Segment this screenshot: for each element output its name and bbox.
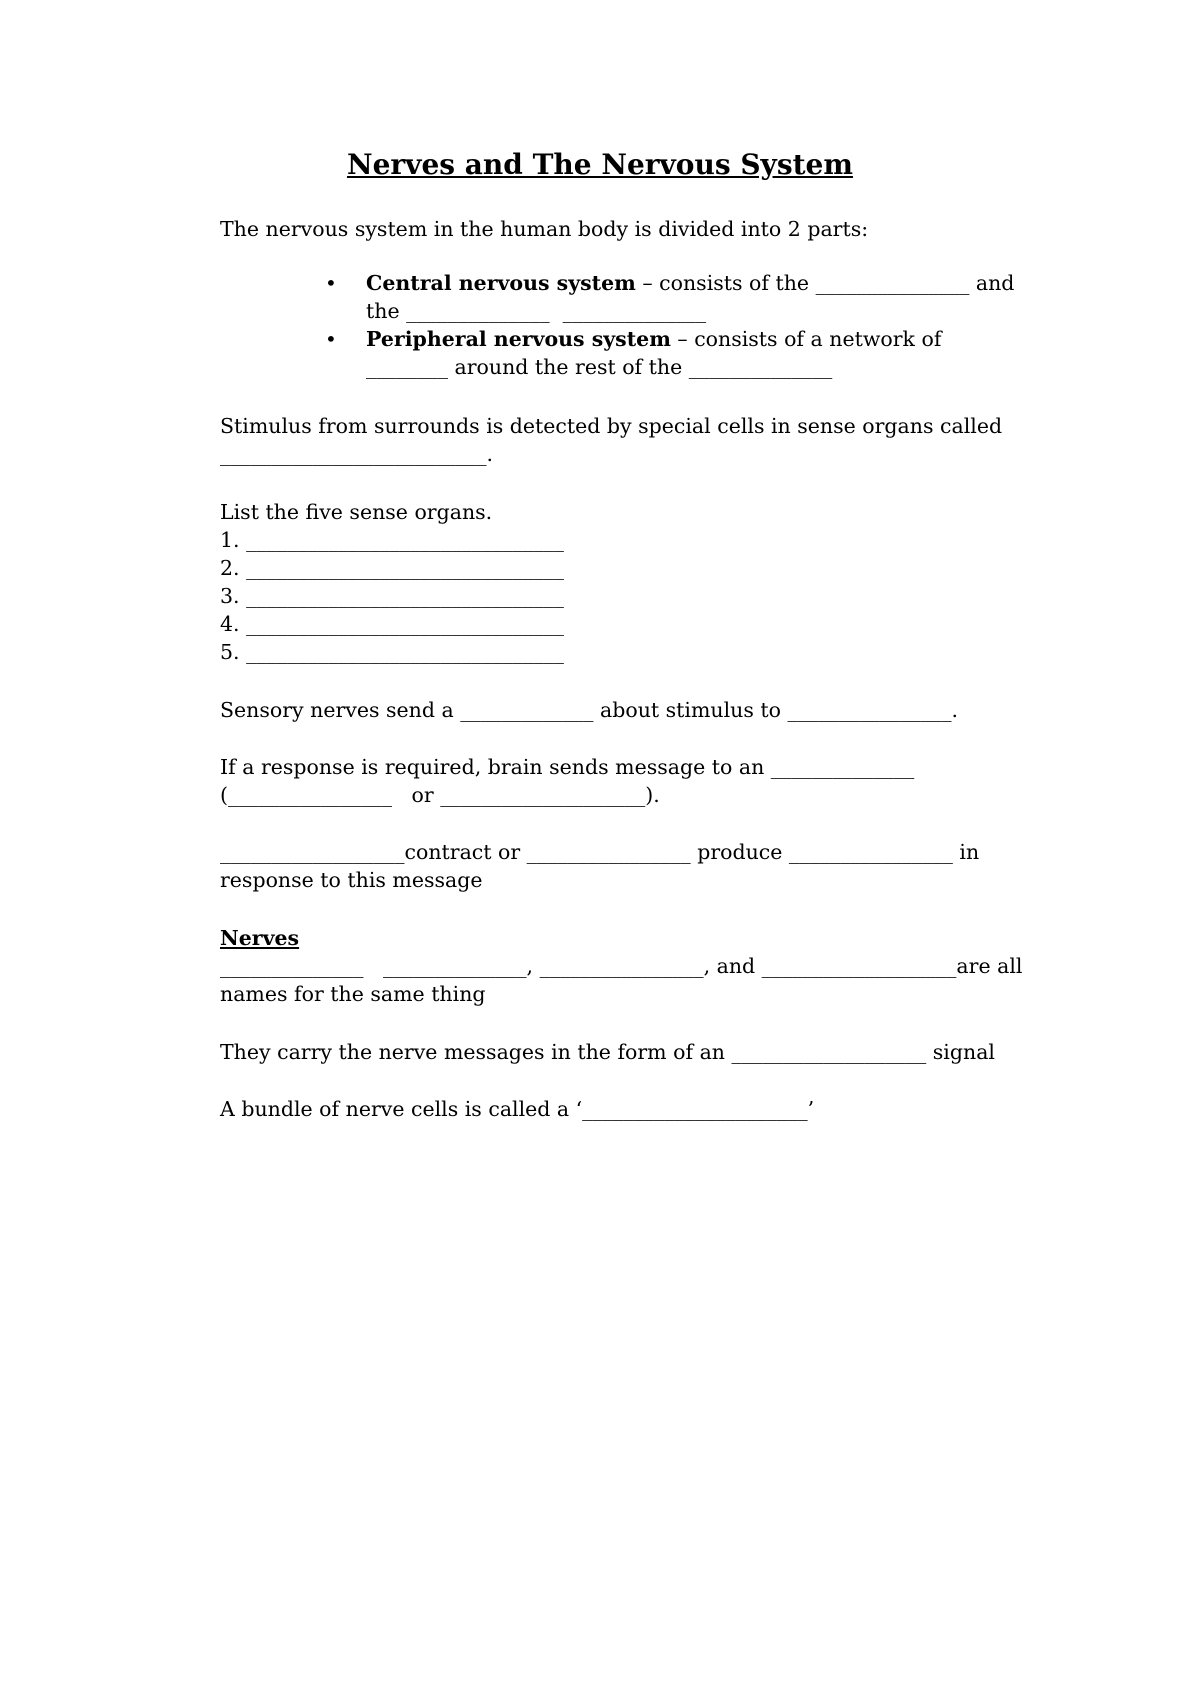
bullet-dot-icon: •	[325, 271, 337, 295]
page-title: Nerves and The Nervous System	[347, 148, 853, 181]
list-item: 5. _______________________________	[220, 640, 564, 664]
intro-text: The nervous system in the human body is divided into 2 parts:	[220, 217, 869, 241]
bullet-central-line2: the ______________ ______________	[366, 299, 707, 323]
list-item: 3. _______________________________	[220, 584, 564, 608]
stimulus-line1: Stimulus from surrounds is detected by special cells in sense organs called	[220, 414, 1003, 438]
carry-text: They carry the nerve messages in the form of an ___________________ signal	[220, 1040, 995, 1064]
bullet-central-text: – consists of the _______________ and	[635, 271, 1015, 295]
contract-line1: __________________contract or ________________ produce ________________ in	[220, 840, 980, 864]
list-item: 2. _______________________________	[220, 556, 564, 580]
response-line1: If a response is required, brain sends message to an ______________	[220, 755, 915, 779]
nerves-line2: names for the same thing	[220, 982, 486, 1006]
response-line2: (________________ or ____________________).	[220, 783, 660, 807]
bullet-peripheral-term: Peripheral nervous system	[366, 327, 671, 351]
bullet-dot-icon: •	[325, 327, 337, 351]
contract-line2: response to this message	[220, 868, 483, 892]
bullet-peripheral-line2: ________ around the rest of the ______________	[366, 355, 833, 379]
bullet-central-line1	[366, 269, 1014, 297]
sensory-text: Sensory nerves send a _____________ about stimulus to ________________.	[220, 698, 959, 722]
stimulus-line2: __________________________.	[220, 442, 494, 466]
bullet-peripheral-line1	[366, 325, 941, 353]
bullet-central-term: Central nervous system	[366, 271, 636, 295]
bullet-peripheral-text: – consists of a network of	[670, 327, 942, 351]
nerves-line1: ______________ ______________, ________________, and ___________________are all	[220, 954, 1023, 978]
nerves-heading	[220, 924, 299, 952]
list-item: 1. _______________________________	[220, 528, 564, 552]
bundle-text: A bundle of nerve cells is called a ‘______________________’	[220, 1097, 815, 1121]
nerves-heading-text: Nerves	[220, 926, 300, 950]
list-heading: List the five sense organs.	[220, 500, 493, 524]
list-item: 4. _______________________________	[220, 612, 564, 636]
